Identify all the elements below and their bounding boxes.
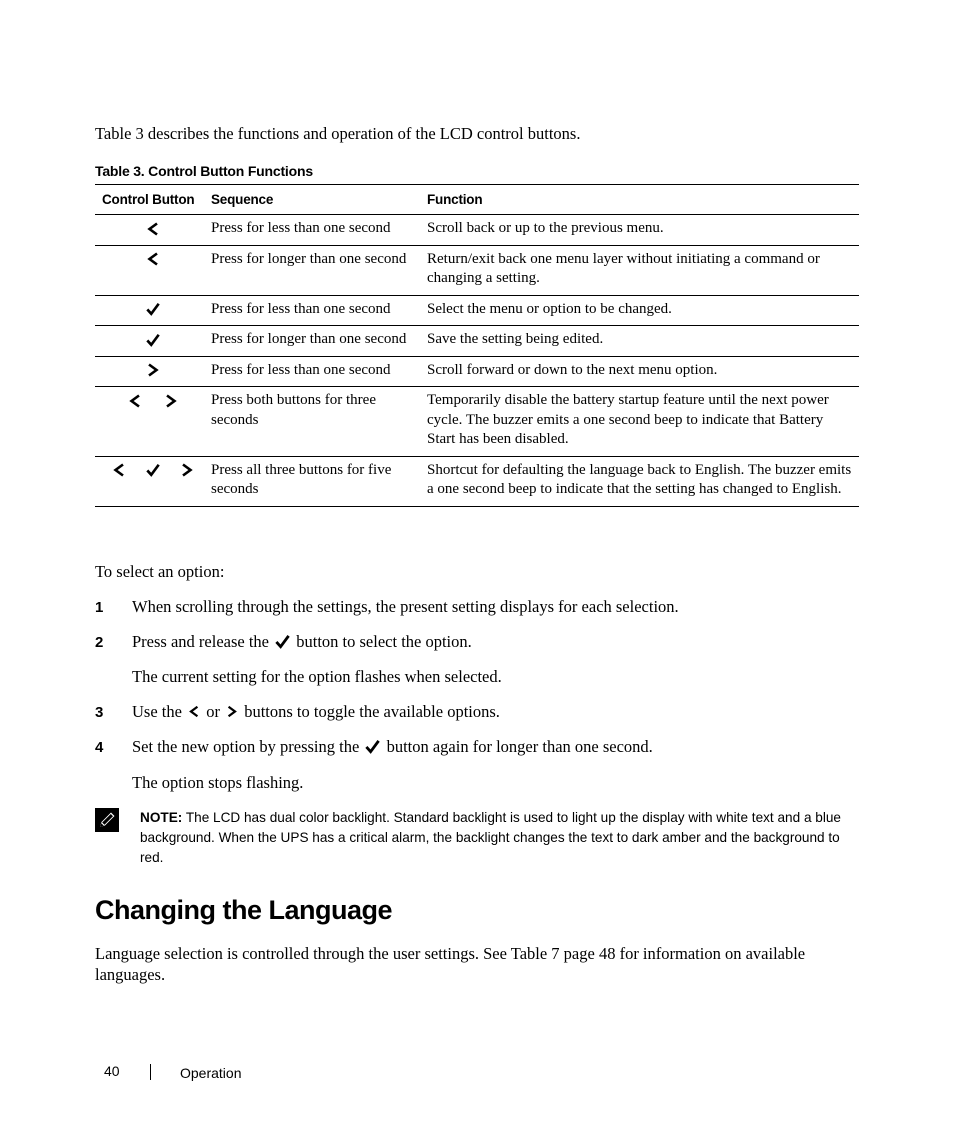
step-text-pre: Set the new option by pressing the [132, 737, 360, 756]
step-number: 4 [95, 739, 104, 756]
function-cell: Shortcut for defaulting the language back to English. The buzzer emits a one second beep to indicate that the setting has changed to English. [427, 456, 859, 506]
function-cell: Scroll back or up to the previous menu. [427, 215, 859, 246]
control-button-cell [95, 326, 211, 357]
step-text-mid: or [206, 702, 220, 721]
right-arrow-icon [164, 393, 178, 409]
step-text-post: buttons to toggle the available options. [244, 702, 500, 721]
sequence-cell: Press all three buttons for five seconds [211, 456, 427, 506]
step-text [132, 737, 653, 757]
step-number: 2 [95, 634, 104, 651]
function-cell: Select the menu or option to be changed. [427, 295, 859, 326]
note-body: The LCD has dual color backlight. Standard backlight is used to light up the display with white text and a blue background. When the UPS has a critical alarm, the backlight changes the text to dark amber and the background to red. [140, 810, 841, 865]
table-row [95, 215, 859, 246]
sequence-cell: Press for less than one second [211, 215, 427, 246]
step-subtext: The current setting for the option flashes when selected. [132, 667, 502, 686]
select-intro: To select an option: [95, 562, 225, 581]
right-arrow-icon [146, 362, 160, 378]
table-row [95, 387, 859, 457]
footer-divider [150, 1064, 151, 1080]
left-arrow-icon [146, 221, 160, 237]
left-arrow-icon [146, 251, 160, 267]
sequence-cell: Press for less than one second [211, 295, 427, 326]
control-button-cell [95, 215, 211, 246]
table-row [95, 356, 859, 387]
checkmark-icon [146, 301, 160, 317]
table-row [95, 456, 859, 506]
sequence-cell: Press for less than one second [211, 356, 427, 387]
step-number: 3 [95, 704, 104, 721]
function-cell: Return/exit back one menu layer without initiating a command or changing a setting. [427, 245, 859, 295]
section-body: Language selection is controlled through the user settings. See Table 7 page 48 for information on available languages. [95, 944, 806, 984]
sequence-cell: Press for longer than one second [211, 245, 427, 295]
note-text [140, 808, 855, 867]
checkmark-icon [275, 634, 290, 649]
section-heading: Changing the Language [95, 895, 392, 925]
sequence-cell: Press both buttons for three seconds [211, 387, 427, 457]
checkmark-icon [146, 332, 160, 348]
table-header-row [95, 185, 859, 215]
intro-paragraph: Table 3 describes the functions and operation of the LCD control buttons. [95, 124, 581, 143]
step-text-pre: Use the [132, 702, 182, 721]
function-cell: Scroll forward or down to the next menu option. [427, 356, 859, 387]
header-control-button: Control Button [95, 185, 211, 215]
checkmark-icon [146, 462, 160, 478]
control-button-cell [95, 245, 211, 295]
step-number: 1 [95, 599, 104, 616]
table-caption: Table 3. Control Button Functions [95, 163, 313, 179]
function-cell: Save the setting being edited. [427, 326, 859, 357]
step-subtext: The option stops flashing. [132, 773, 304, 792]
table-row [95, 326, 859, 357]
right-arrow-icon [180, 462, 194, 478]
control-button-cell [95, 356, 211, 387]
left-arrow-icon [188, 704, 200, 719]
pencil-note-icon [95, 808, 119, 832]
function-cell: Temporarily disable the battery startup feature until the next power cycle. The buzzer emits a one second beep to indicate that Battery Start has been disabled. [427, 387, 859, 457]
step-text [132, 632, 472, 652]
step-text-pre: Press and release the [132, 632, 269, 651]
header-sequence: Sequence [211, 185, 427, 215]
right-arrow-icon [226, 704, 238, 719]
control-button-cell [95, 456, 211, 506]
step-text-post: button to select the option. [296, 632, 472, 651]
checkmark-icon [365, 739, 380, 754]
footer-section-name: Operation [180, 1065, 242, 1081]
note-label: NOTE: [140, 810, 183, 825]
sequence-cell: Press for longer than one second [211, 326, 427, 357]
left-arrow-icon [128, 393, 142, 409]
page-number: 40 [104, 1063, 120, 1079]
step-text [132, 702, 500, 722]
left-arrow-icon [112, 462, 126, 478]
control-button-cell [95, 387, 211, 457]
step-text: When scrolling through the settings, the present setting displays for each selection. [132, 597, 679, 616]
step-text-post: button again for longer than one second. [386, 737, 653, 756]
control-button-table [95, 184, 859, 507]
header-function: Function [427, 185, 859, 215]
table-row [95, 295, 859, 326]
table-row [95, 245, 859, 295]
control-button-cell [95, 295, 211, 326]
